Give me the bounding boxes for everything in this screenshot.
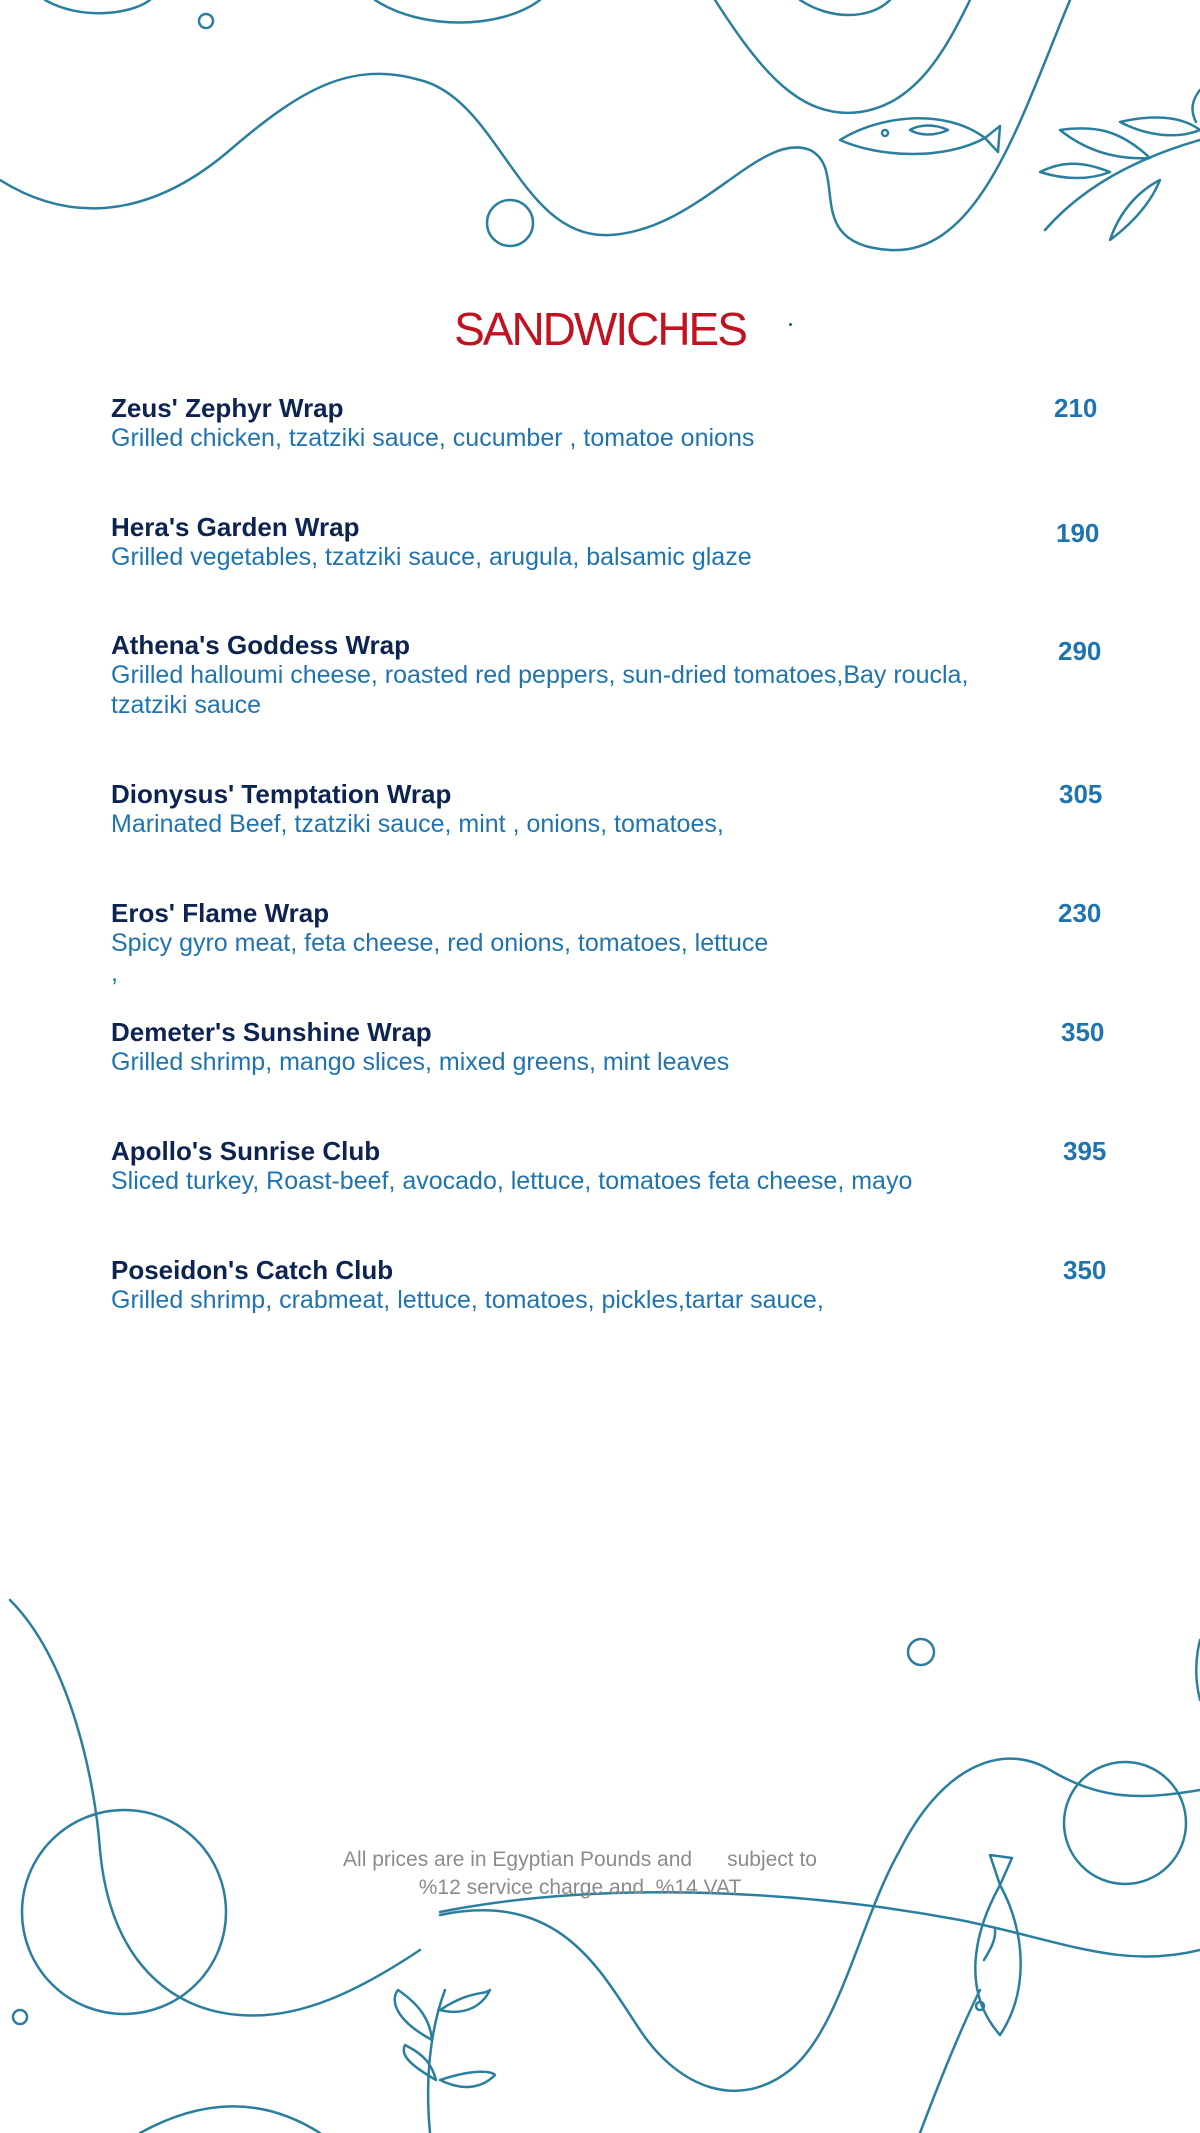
menu-item bbox=[111, 1255, 1111, 1315]
bubble-icon bbox=[487, 200, 533, 246]
section-title: SANDWICHES bbox=[454, 303, 746, 355]
item-price: 190 bbox=[1056, 518, 1100, 548]
item-name: Poseidon's Catch Club bbox=[111, 1255, 394, 1285]
wave-line bbox=[140, 2106, 320, 2133]
menu-item bbox=[111, 512, 1111, 572]
item-description: Marinated Beef, tzatziki sauce, mint , onions, tomatoes, bbox=[111, 810, 724, 838]
bubble-icon bbox=[13, 2010, 27, 2024]
item-price: 230 bbox=[1058, 898, 1102, 928]
menu-item bbox=[111, 779, 1111, 839]
wave-line bbox=[440, 1759, 1200, 2091]
fish-icon bbox=[975, 1855, 1020, 2035]
disclaimer-line: %12 service charge and %14 VAT bbox=[418, 1876, 742, 1899]
menu-item bbox=[111, 630, 1111, 720]
item-description: Grilled chicken, tzatziki sauce, cucumber , tomatoe onions bbox=[111, 424, 755, 452]
menu-item bbox=[111, 898, 1111, 988]
wave-line bbox=[1196, 1640, 1200, 1700]
item-name: Apollo's Sunrise Club bbox=[111, 1136, 381, 1166]
leaf-sprig-icon bbox=[1040, 90, 1200, 240]
item-name: Eros' Flame Wrap bbox=[111, 898, 330, 928]
item-description: Grilled halloumi cheese, roasted red peppers, sun-dried tomatoes,Bay roucla, tzatziki sauce bbox=[111, 661, 969, 719]
fish-icon bbox=[840, 118, 1000, 154]
item-description: Grilled shrimp, crabmeat, lettuce, tomatoes, pickles,tartar sauce, bbox=[111, 1286, 824, 1314]
wave-line bbox=[45, 0, 150, 13]
item-description: Sliced turkey, Roast-beef, avocado, lettuce, tomatoes feta cheese, mayo bbox=[111, 1167, 913, 1195]
wave-line bbox=[10, 1600, 420, 2016]
item-name: Demeter's Sunshine Wrap bbox=[111, 1017, 432, 1047]
item-price: 350 bbox=[1063, 1255, 1107, 1285]
wave-line bbox=[715, 0, 970, 113]
bubble-icon bbox=[908, 1639, 934, 1665]
item-description: Spicy gyro meat, feta cheese, red onions, tomatoes, lettuce , bbox=[111, 929, 769, 987]
item-description: Grilled shrimp, mango slices, mixed greens, mint leaves bbox=[111, 1048, 730, 1076]
bubble-icon bbox=[22, 1810, 226, 2014]
item-price: 210 bbox=[1054, 393, 1098, 423]
item-name: Zeus' Zephyr Wrap bbox=[111, 393, 344, 423]
item-name: Dionysus' Temptation Wrap bbox=[111, 779, 452, 809]
disclaimer-line: All prices are in Egyptian Pounds and subject to bbox=[343, 1848, 817, 1871]
menu-item bbox=[111, 1136, 1111, 1196]
item-description: Grilled vegetables, tzatziki sauce, arugula, balsamic glaze bbox=[111, 543, 752, 571]
bubble-icon bbox=[199, 14, 213, 28]
item-price: 395 bbox=[1063, 1136, 1107, 1166]
item-price: 305 bbox=[1059, 779, 1103, 809]
leaf-sprig-icon bbox=[395, 1990, 495, 2133]
menu-item bbox=[111, 1017, 1111, 1077]
item-name: Athena's Goddess Wrap bbox=[111, 630, 410, 660]
item-price: 350 bbox=[1061, 1017, 1105, 1047]
price-disclaimer bbox=[300, 1846, 860, 1902]
item-price: 290 bbox=[1058, 636, 1102, 666]
item-name: Hera's Garden Wrap bbox=[111, 512, 360, 542]
wave-line bbox=[0, 0, 1070, 250]
wave-line bbox=[800, 0, 890, 15]
menu-item bbox=[111, 393, 1111, 453]
wave-line bbox=[920, 1990, 980, 2133]
wave-line bbox=[375, 0, 540, 23]
bubble-icon bbox=[1064, 1762, 1186, 1884]
decorative-dot bbox=[789, 323, 792, 326]
